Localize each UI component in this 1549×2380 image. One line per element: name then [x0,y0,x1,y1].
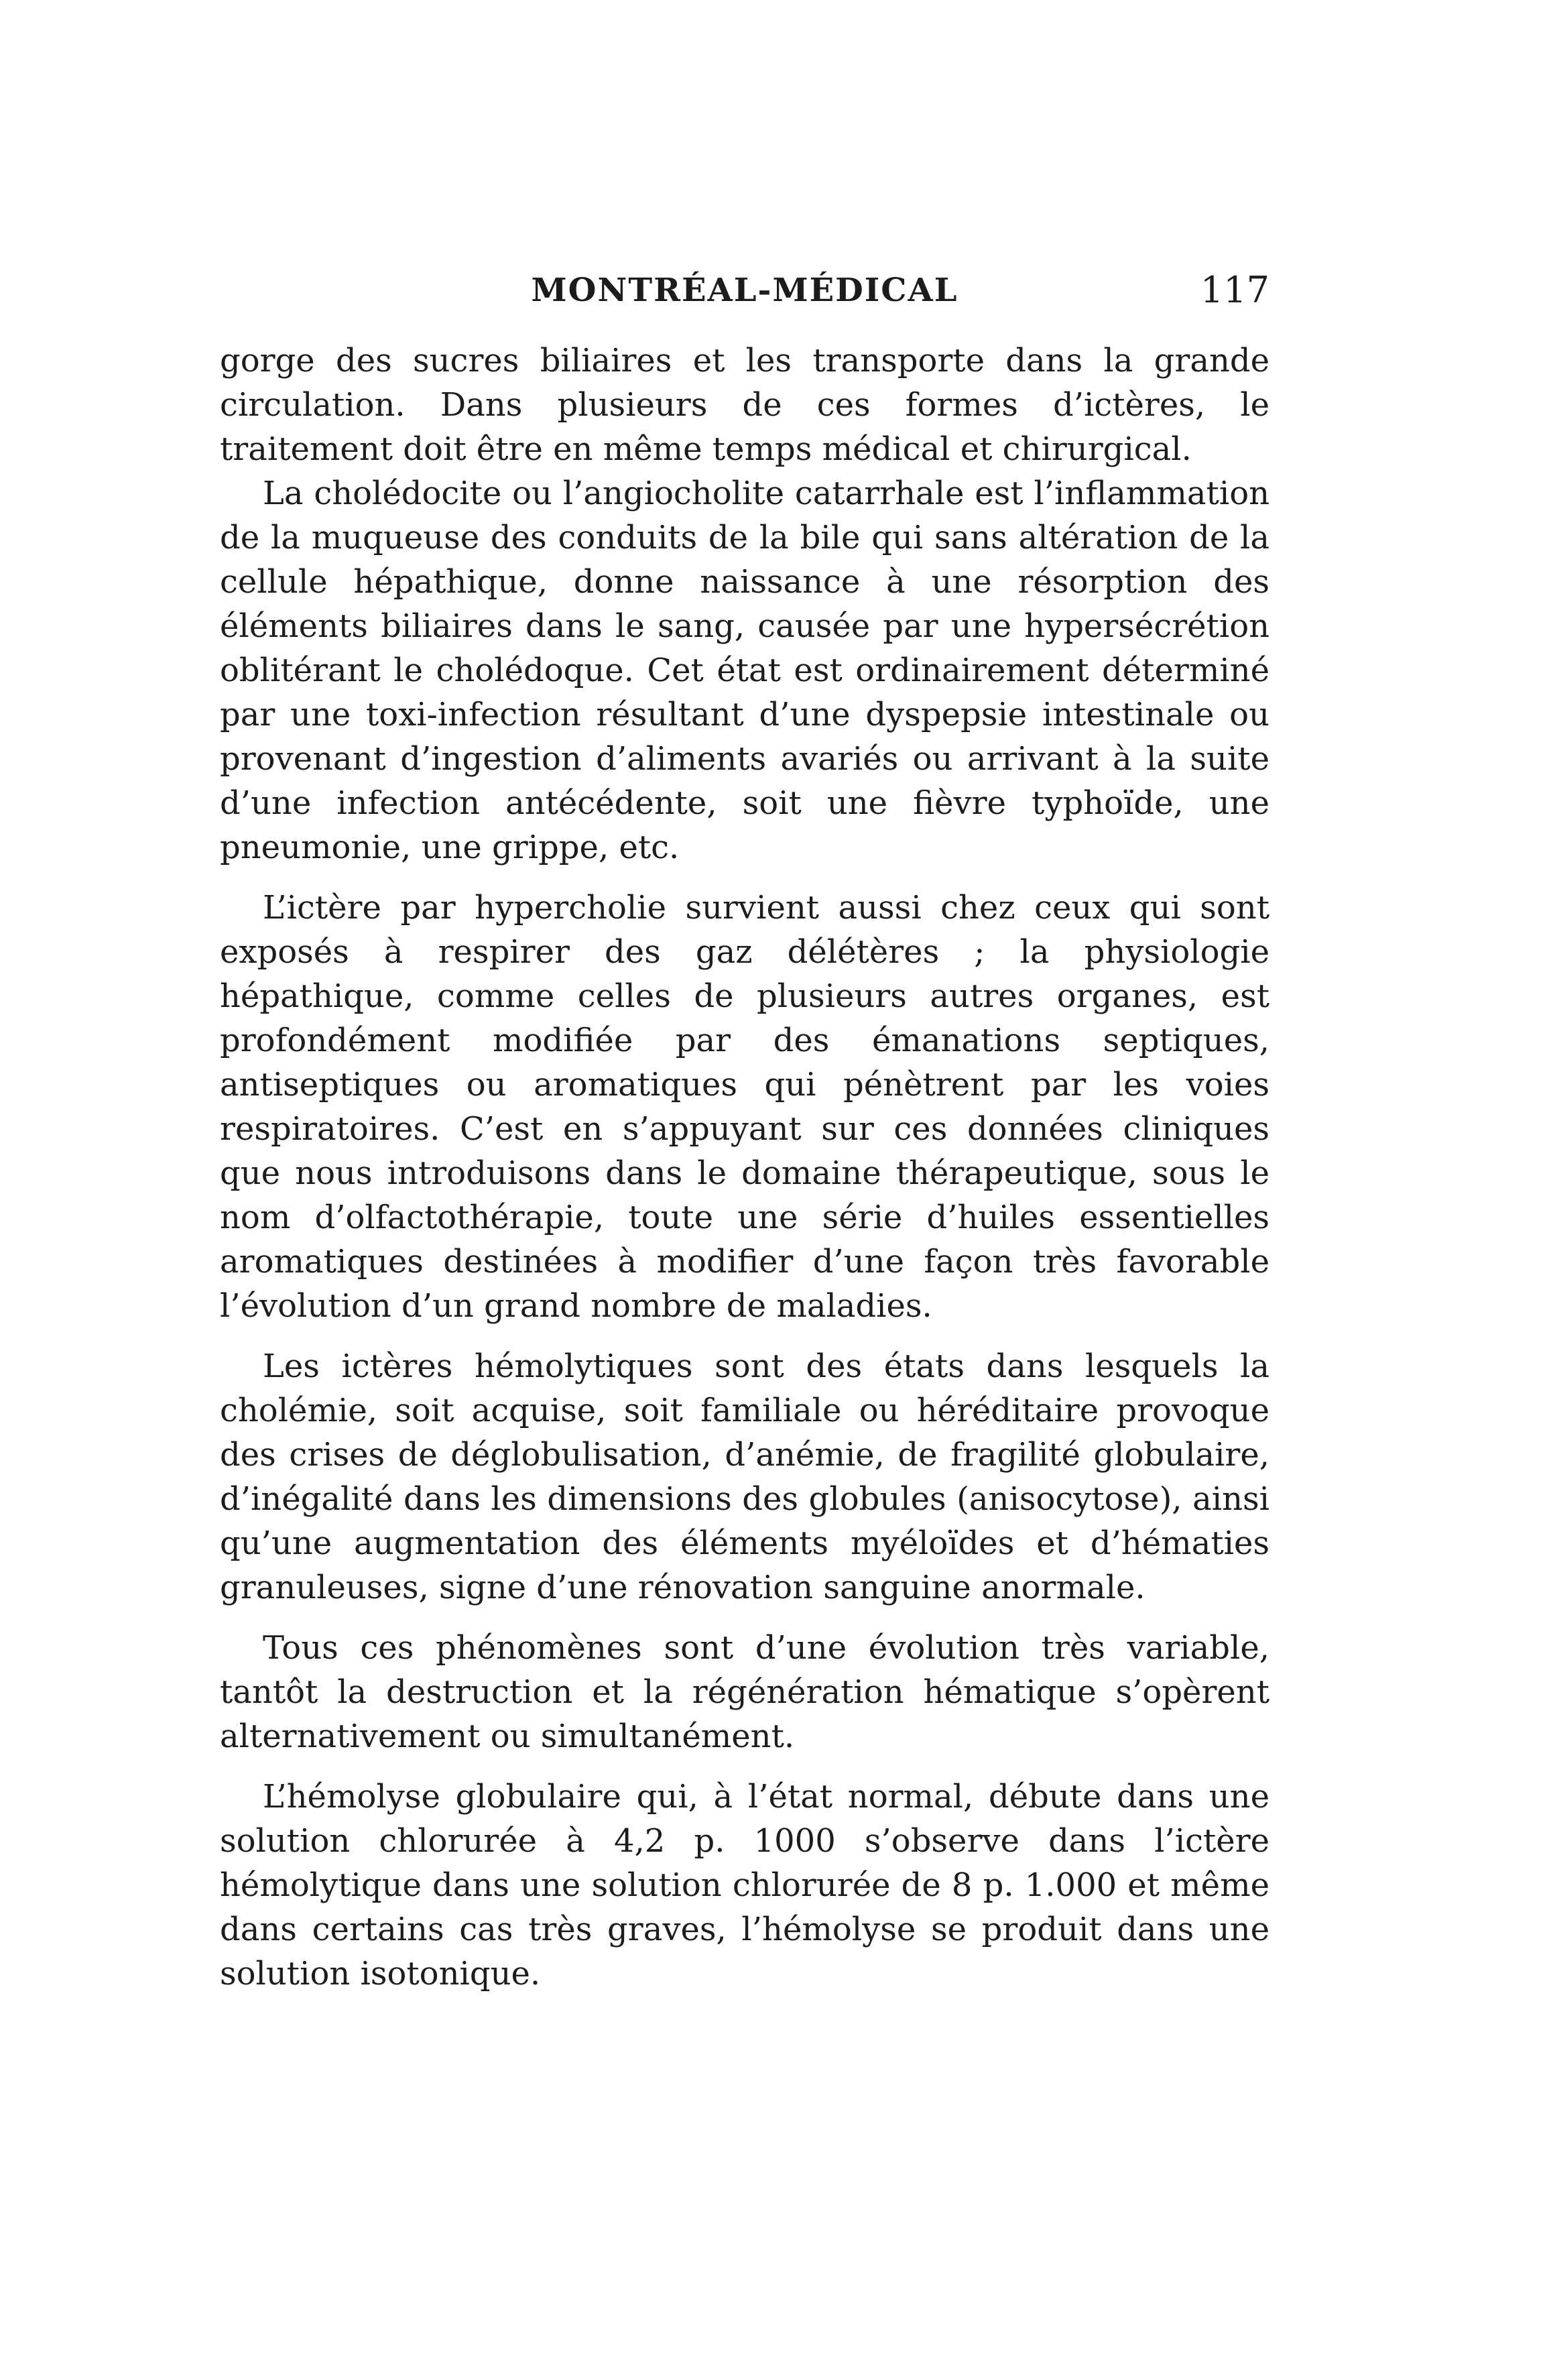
running-title: MONTRÉAL-MÉDICAL [531,272,958,309]
paragraph-hypercholie: L’ictère par hypercholie survient aussi chez ceux qui sont exposés à respirer des gaz délétères ; la physiologie hépathique, comme celles de plusieurs autres organes, est profondément modifiée par des émanations septiques, antiseptiques ou aromatiques qui pénètrent par les voies respiratoires. C’est en s’appuyant sur ces données cliniques que nous introduisons dans le domaine thérapeutique, sous le nom d’olfactothérapie, toute une série d’huiles essentielles aromatiques destinées à modifier d’une façon très favorable l’évolution d’un grand nombre de maladies. [220,889,1269,1325]
page-header [220,267,1269,314]
paragraph-continued: gorge des sucres biliaires et les transporte dans la grande circulation. Dans plusieurs de ces formes d’ictères, le traitement doit être en même temps médical et chirurgical. [220,342,1269,468]
paragraph-cholédocite: La cholédocite ou l’angiocholite catarrhale est l’inflammation de la muqueuse des conduits de la bile qui sans altération de la cellule hépathique, donne naissance à une résorption des éléments biliaires dans le sang, causée par une hypersécrétion oblitérant le cholédoque. Cet état est ordinairement déterminé par une toxi-infection résultant d’une dyspepsie intestinale ou provenant d’ingestion d’aliments avariés ou arrivant à la suite d’une infection antécédente, soit une fièvre typhoïde, une pneumonie, une grippe, etc. [220,475,1269,866]
paragraph-phenomenes: Tous ces phénomènes sont d’une évolution très variable, tantôt la destruction et la régénération hématique s’opèrent alternativement ou simultanément. [220,1629,1269,1755]
page-number: 117 [1200,269,1269,311]
paragraph-icteres-hemolytiques: Les ictères hémolytiques sont des états dans lesquels la cholémie, soit acquise, soit familiale ou héréditaire provoque des crises de déglobulisation, d’anémie, de fragilité globulaire, d’inégalité dans les dimensions des globules (anisocytose), ainsi qu’une augmentation des éléments myéloïdes et d’hématies granuleuses, signe d’une rénovation sanguine anormale. [220,1348,1269,1606]
body-text [220,339,1269,1996]
paragraph-hemolyse: L’hémolyse globulaire qui, à l’état normal, débute dans une solution chlorurée à 4,2 p. 1000 s’observe dans l’ictère hémolytique dans une solution chlorurée de 8 p. 1.000 et même dans certains cas très graves, l’hémolyse se produit dans une solution isotonique. [220,1778,1269,1992]
